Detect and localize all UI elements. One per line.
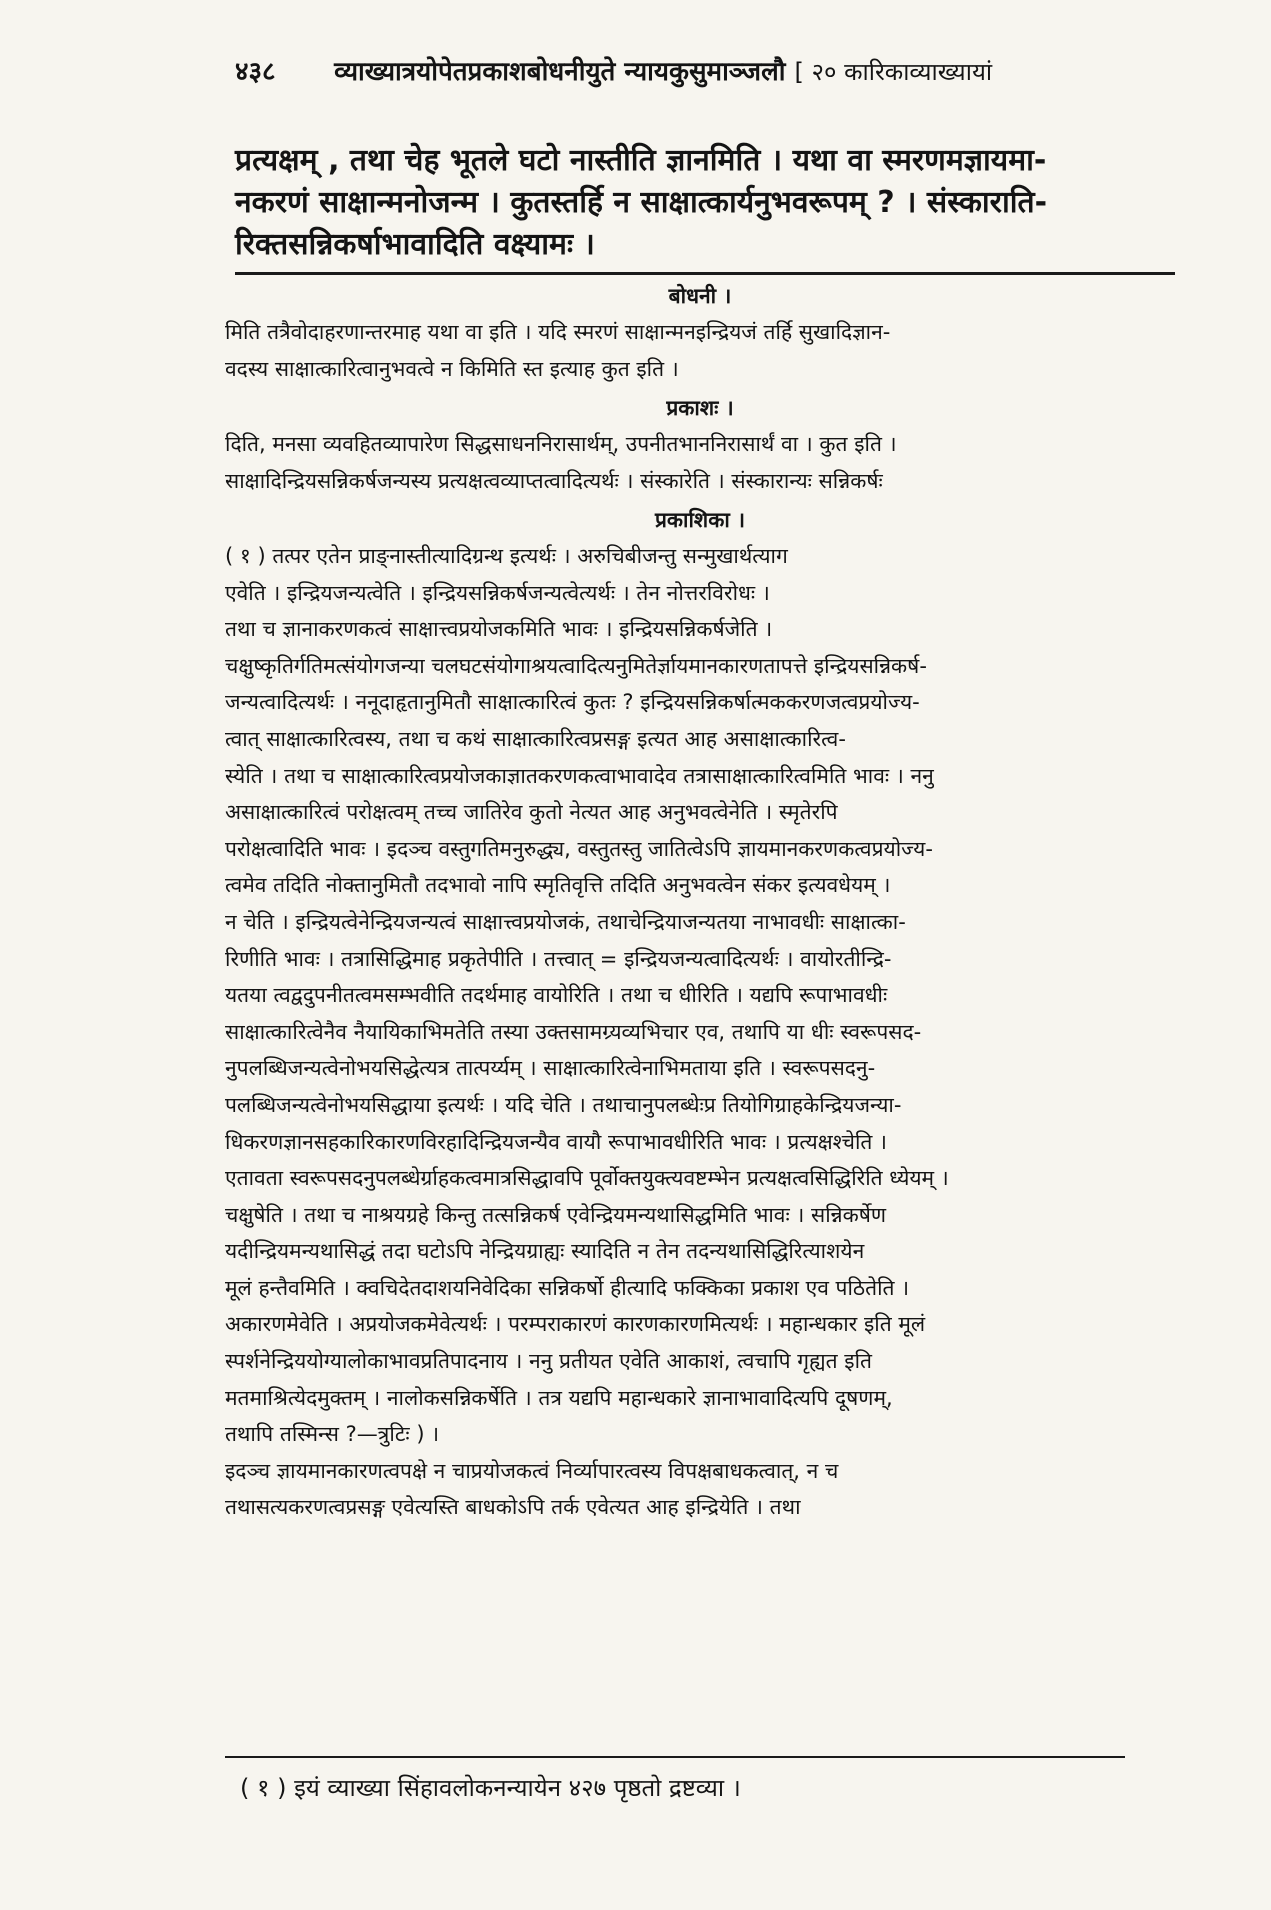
- commentary-line: स्पर्शनेन्द्रिययोग्यालोकाभावप्रतिपादनाय । ननु प्रतीयत एवेति आकाशं, त्वचापि गृह्यत इति: [225, 1349, 872, 1374]
- bodhani-heading: बोधनी ।: [668, 284, 732, 308]
- prakasha-heading: प्रकाशः ।: [666, 396, 734, 420]
- commentary-line: चक्षुष्कृतिर्गतिमत्संयोगजन्या चलघटसंयोगाश्रयत्वादित्यनुमितेर्ज्ञायमानकारणतापत्ते इन्द्रियसन्निकर्ष-: [225, 653, 927, 678]
- commentary-line: इदञ्च ज्ञायमानकारणत्वपक्षे न चाप्रयोजकत्वं निर्व्यापारत्वस्य विपक्षबाधकत्वात्, न च: [225, 1458, 839, 1483]
- commentary-line: मिति तत्रैवोदाहरणान्तरमाह यथा वा इति । यदि स्मरणं साक्षान्मनइन्द्रियजं तर्हि सुखादिज्ञान-: [225, 320, 891, 344]
- commentary-line: पलब्धिजन्यत्वेनोभयसिद्धाया इत्यर्थः । यदि चेति । तथाचानुपलब्धेःप्र तियोगिग्राहकेन्द्रियजन्या-: [225, 1092, 902, 1117]
- commentary-line: जन्यत्वादित्यर्थः । ननूदाहृतानुमितौ साक्षात्कारित्वं कुतः ? इन्द्रियसन्निकर्षात्मककरणजत्वप्रयोज्य-: [225, 690, 920, 715]
- commentary-line: साक्षात्कारित्वेनैव नैयायिकाभिमतेति तस्या उक्तसामग्र्यव्यभिचार एव, तथापि या धीः स्वरूपसद-: [225, 1019, 922, 1044]
- commentary-line: त्वात् साक्षात्कारित्वस्य, तथा च कथं साक्षात्कारित्वप्रसङ्ग इत्यत आह असाक्षात्कारित्व-: [225, 726, 846, 751]
- commentary-line: चक्षुषेति । तथा च नाश्रयग्रहे किन्तु तत्सन्निकर्ष एवेन्द्रियमन्यथासिद्धमिति भावः । सन्निकर्षेण: [225, 1202, 887, 1227]
- commentary-line: त्वमेव तदिति नोक्तानुमितौ तदभावो नापि स्मृतिवृत्ति तदिति अनुभवत्वेन संकर इत्यवधेयम् ।: [225, 873, 891, 898]
- mula-line: नकरणं साक्षान्मनोजन्म । कुतस्तर्हि न साक्षात्कार्यनुभवरूपम् ? । संस्काराति-: [235, 185, 1048, 220]
- footnote: ( १ ) इयं व्याख्या सिंहावलोकनन्यायेन ४२७ पृष्ठतो द्रष्टव्या ।: [240, 1774, 741, 1802]
- section-reference: [ २० कारिकाव्याख्यायां: [794, 58, 993, 86]
- commentary-line: धिकरणज्ञानसहकारिकारणविरहादिन्द्रियजन्यैव वायौ रूपाभावधीरिति भावः । प्रत्यक्षश्चेति ।: [225, 1129, 887, 1154]
- commentary-line: अकारणमेवेति । अप्रयोजकमेवेत्यर्थः । परम्पराकारणं कारणकारणमित्यर्थः । महान्धकार इति मूलं: [225, 1312, 926, 1337]
- commentary-line: दिति, मनसा व्यवहितव्यापारेण सिद्धसाधननिरासार्थम्, उपनीतभाननिरासार्थं वा । कुत इति ।: [225, 432, 897, 456]
- commentary-line: साक्षादिन्द्रियसन्निकर्षजन्यस्य प्रत्यक्षत्वव्याप्तत्वादित्यर्थः । संस्कारेति । संस्कारान्यः सन्निकर्षः: [225, 468, 883, 493]
- footnote-divider: [225, 1756, 1125, 1758]
- commentary-line: तथापि तस्मिन्स ?—त्रुटिः ) ।: [225, 1422, 440, 1447]
- commentary-line: मूलं हन्तैवमिति । क्वचिदेतदाशयनिवेदिका सन्निकर्षो हीत्यादि फक्किका प्रकाश एव पठितेति ।: [225, 1275, 910, 1300]
- book-title: व्याख्यात्रयोपेतप्रकाशबोधनीयुते न्यायकुसुमाञ्जलौ: [334, 57, 786, 87]
- page-number: ४३८: [235, 57, 276, 87]
- commentary-line: नुपलब्धिजन्यत्वेनोभयसिद्धेत्यत्र तात्पर्य्यम् । साक्षात्कारित्वेनाभिमताया इति । स्वरूपसदनु-: [225, 1056, 876, 1081]
- commentary-line: असाक्षात्कारित्वं परोक्षत्वम् तच्च जातिरेव कुतो नेत्यत आह अनुभवत्वेनेति । स्मृतेरपि: [225, 800, 838, 825]
- commentary-line: न चेति । इन्द्रियत्वेनेन्द्रियजन्यत्वं साक्षात्त्वप्रयोजकं, तथाचेन्द्रियाजन्यतया नाभावधीः साक्षात्का-: [225, 909, 906, 934]
- mula-text: [235, 140, 1180, 266]
- commentary-line: मतमाश्रित्येदमुक्तम् । नालोकसन्निकर्षेति । तत्र यद्यपि महान्धकारे ज्ञानाभावादित्यपि दूषणम्,: [225, 1385, 893, 1410]
- commentary-line: रिणीति भावः । तत्रासिद्धिमाह प्रकृतेपीति । तत्त्वात् = इन्द्रियजन्यत्वादित्यर्थः । वायोरतीन्द्रि-: [225, 946, 892, 971]
- commentary-line: वदस्य साक्षात्कारित्वानुभवत्वे न किमिति स्त इत्याह कुत इति ।: [225, 356, 679, 381]
- commentary-line: स्येति । तथा च साक्षात्कारित्वप्रयोजकाज्ञातकरणकत्वाभावादेव तत्रासाक्षात्कारित्वमिति भावः । ननु: [225, 763, 934, 788]
- commentary-line: यदीन्द्रियमन्यथासिद्धं तदा घटोऽपि नेन्द्रियग्राह्यः स्यादिति न तेन तदन्यथासिद्धिरित्याशयेन: [225, 1239, 865, 1264]
- prakasha-commentary: [225, 390, 1175, 499]
- running-header: [235, 52, 1185, 104]
- commentary-line: तथा च ज्ञानाकरणकत्वं साक्षात्त्वप्रयोजकमिति भावः । इन्द्रियसन्निकर्षजेति ।: [225, 617, 773, 642]
- section-divider: [235, 272, 1175, 275]
- prakashika-heading: प्रकाशिका ।: [654, 508, 746, 532]
- commentary-line: एतावता स्वरूपसदनुपलब्धेर्ग्राहकत्वमात्रसिद्धावपि पूर्वोक्तयुक्त्यवष्टम्भेन प्रत्यक्षत्वसिद्धिरिति ध्येयम् ।: [225, 1166, 949, 1191]
- mula-line: रिक्तसन्निकर्षाभावादिति वक्ष्यामः ।: [235, 227, 595, 262]
- prakashika-commentary: [225, 502, 1175, 1526]
- commentary-line: तथासत्यकरणत्वप्रसङ्ग एवेत्यस्ति बाधकोऽपि तर्क एवेत्यत आह इन्द्रियेति । तथा: [225, 1495, 801, 1520]
- mula-line: प्रत्यक्षम् , तथा चेह भूतले घटो नास्तीति ज्ञानमिति । यथा वा स्मरणमज्ञायमा-: [235, 143, 1047, 178]
- commentary-line: एवेति । इन्द्रियजन्यत्वेति । इन्द्रियसन्निकर्षजन्यत्वेत्यर्थः । तेन नोत्तरविरोधः ।: [225, 580, 770, 605]
- bodhani-commentary: [225, 278, 1175, 387]
- commentary-line: परोक्षत्वादिति भावः । इदञ्च वस्तुगतिमनुरुद्ध्य, वस्तुतस्तु जातित्वेऽपि ज्ञायमानकरणकत्वप्रयोज्य-: [225, 836, 933, 861]
- commentary-line: ( १ ) तत्पर एतेन प्राङ्नास्तीत्यादिग्रन्थ इत्यर्थः । अरुचिबीजन्तु सन्मुखार्थत्याग: [225, 544, 788, 568]
- commentary-line: यतया त्वद्वदुपनीतत्वमसम्भवीति तदर्थमाह वायोरिति । तथा च धीरिति । यद्यपि रूपाभावधीः: [225, 983, 888, 1008]
